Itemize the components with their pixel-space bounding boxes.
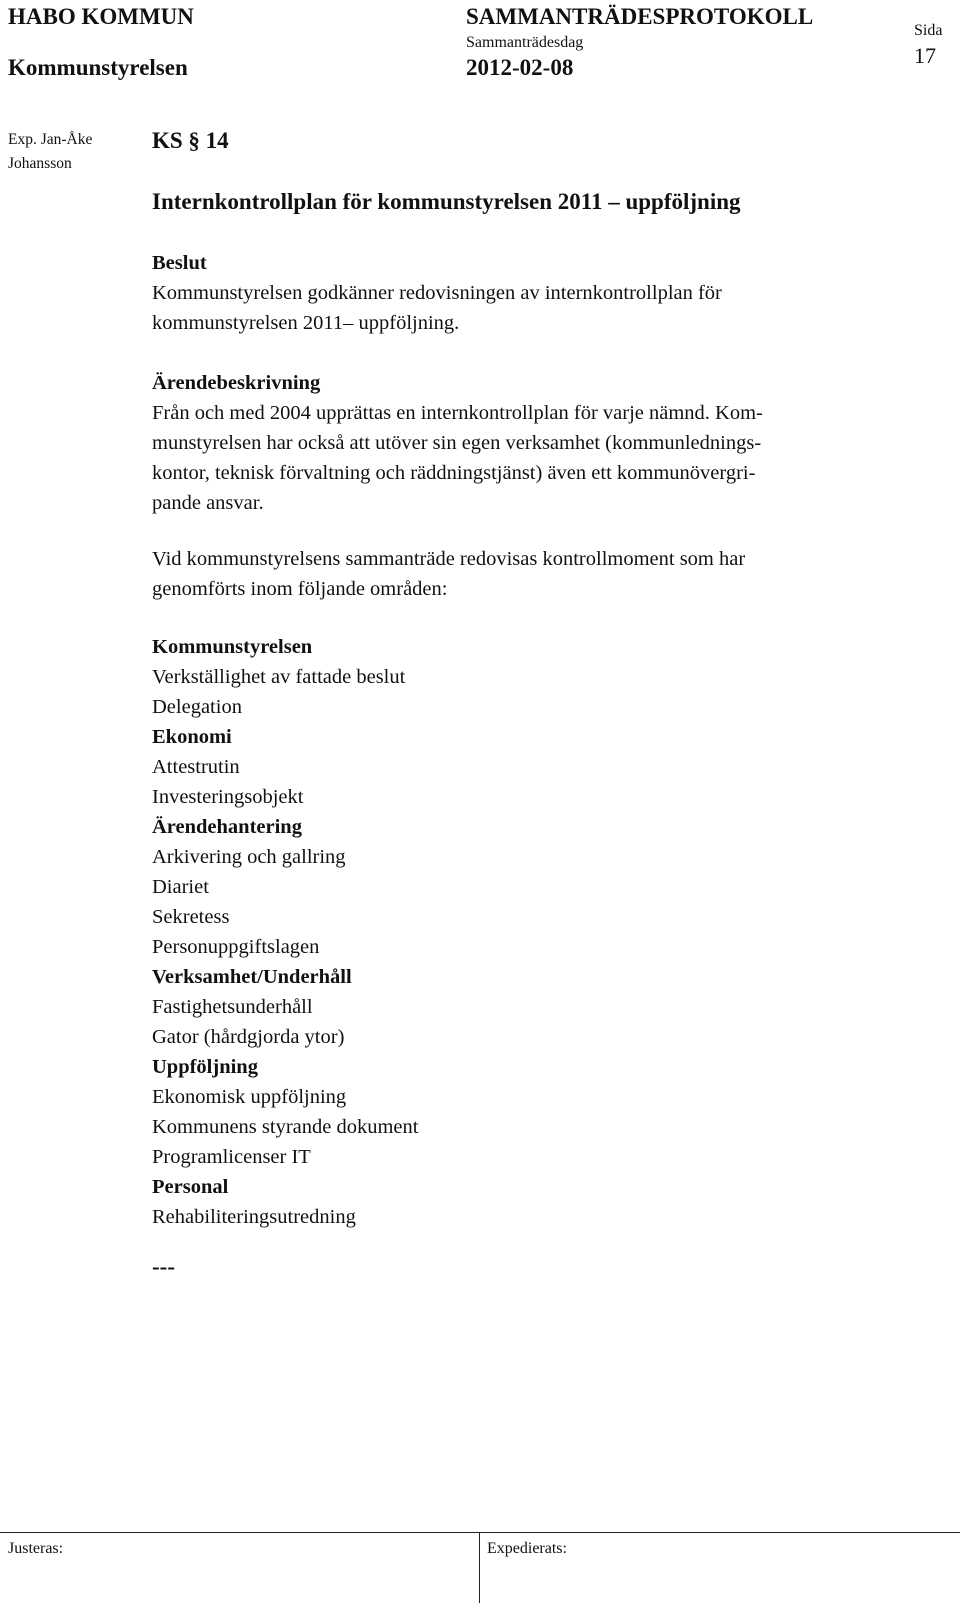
item-title: Internkontrollplan för kommunstyrelsen 2011 – uppföljning (152, 189, 741, 214)
dispatch-note-line: Exp. Jan-Åke (8, 131, 93, 148)
area-item: Programlicenser IT (152, 1146, 311, 1168)
area-heading-kommunstyrelsen: Kommunstyrelsen (152, 636, 313, 658)
intro-paragraph (152, 544, 942, 604)
dispatch-note-line: Johansson (8, 155, 72, 172)
footer-dispatched-label: Expedierats: (487, 1540, 567, 1557)
footer-divider (0, 1532, 960, 1533)
meeting-date: 2012-02-08 (466, 55, 574, 80)
description-line: munstyrelsen har också att utöver sin egen verksamhet (kommunlednings- (152, 432, 762, 454)
area-heading-personal: Personal (152, 1176, 229, 1198)
footer-column-divider (479, 1532, 480, 1603)
dispatch-note (8, 128, 138, 176)
area-heading-ekonomi: Ekonomi (152, 726, 232, 748)
decision-line: kommunstyrelsen 2011– uppföljning. (152, 312, 460, 334)
area-item: Delegation (152, 696, 242, 718)
description-line: pande ansvar. (152, 492, 264, 514)
description-line: Från och med 2004 upprättas en internkontrollplan för varje nämnd. Kom- (152, 402, 763, 424)
area-heading-arendehantering: Ärendehantering (152, 816, 302, 838)
area-item: Personuppgiftslagen (152, 936, 320, 958)
description-line: kontor, teknisk förvaltning och räddningstjänst) även ett kommunövergri- (152, 462, 756, 484)
description-section (152, 368, 942, 518)
area-item: Verkställighet av fattade beslut (152, 666, 406, 688)
document-type: SAMMANTRÄDESPROTOKOLL (466, 4, 814, 29)
committee-name: Kommunstyrelsen (8, 55, 188, 80)
description-heading: Ärendebeskrivning (152, 372, 321, 394)
decision-heading: Beslut (152, 252, 207, 274)
page-label: Sida (914, 22, 943, 39)
meeting-date-label: Sammanträdesdag (466, 34, 584, 51)
decision-line: Kommunstyrelsen godkänner redovisningen av internkontrollplan för (152, 282, 722, 304)
area-item: Attestrutin (152, 756, 240, 778)
area-item: Ekonomisk uppföljning (152, 1086, 347, 1108)
area-item: Gator (hårdgjorda ytor) (152, 1026, 345, 1048)
area-item: Sekretess (152, 906, 230, 928)
area-item: Diariet (152, 876, 209, 898)
control-areas-list (152, 632, 942, 1232)
area-heading-verksamhet-underhall: Verksamhet/Underhåll (152, 966, 352, 988)
area-item: Fastighetsunderhåll (152, 996, 313, 1018)
decision-section (152, 248, 942, 338)
section-end-mark: --- (152, 1254, 175, 1279)
page-number: 17 (914, 43, 936, 68)
case-number: KS § 14 (152, 128, 229, 153)
intro-line: genomförts inom följande områden: (152, 578, 448, 600)
intro-line: Vid kommunstyrelsens sammanträde redovisas kontrollmoment som har (152, 548, 746, 570)
area-item: Kommunens styrande dokument (152, 1116, 419, 1138)
footer-adjusted-label: Justeras: (8, 1540, 64, 1557)
organization-name: HABO KOMMUN (8, 4, 194, 29)
area-item: Rehabiliteringsutredning (152, 1206, 356, 1228)
area-heading-uppfoljning: Uppföljning (152, 1056, 258, 1078)
area-item: Arkivering och gallring (152, 846, 346, 868)
area-item: Investeringsobjekt (152, 786, 304, 808)
